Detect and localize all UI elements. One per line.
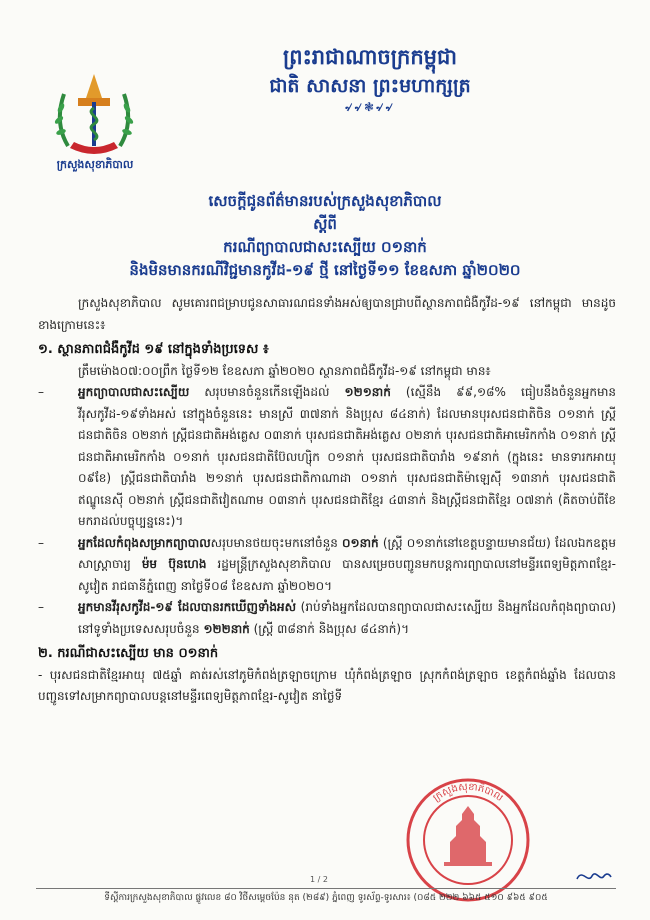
under-treatment-detail: (ស្ត្រី ០១នាក់នៅខេត្តបន្ទាយមានជ័យ) ដែលឯកឧត្តមសាស្ត្រាចារ្យ xyxy=(78,535,616,571)
title-line-4: និងមិនមានករណីវិជ្ជមានកូវីដ-១៩ ថ្មី នៅថ្ងៃទី១១ ខែឧសភា ឆ្នាំ២០២០ xyxy=(129,261,521,279)
signature-icon xyxy=(574,866,614,886)
under-treatment-label: អ្នកដែលកំពុងសម្រាកព្យាបាល xyxy=(78,535,211,550)
section-2-text: - បុរសជនជាតិខ្មែរអាយុ ៧៥ឆ្នាំ គាត់រស់នៅភូមិកំពង់ត្រឡាចក្រោម ឃុំកំពង់ត្រឡាច ស្រុកកំពង់ត្រឡាច ខេត្តកំពង់ឆ្នាំង ដែលបានបញ្ជូនទៅសម្រាកព្យាបាលបន្តនៅមន្ទីរពេទ្យមិត្តភាពខ្មែរ-សូវៀត នាថ្ងៃទី xyxy=(38,667,616,703)
recovered-detail: (ស្មើនឹង ៩៩,១៨% ធៀបនឹងចំនួនអ្នកមានវីរុសកូវីដ-១៩ទាំងអស់ នៅក្នុងចំនួននេះ មានស្រី ៣៧នាក់ និងប្រុស ៨៤នាក់) ដែលមានបុរសជនជាតិចិន ០១នាក់ ស្ត្រីជនជាតិចិន ០២នាក់ ស្ត្រីជនជាតិអង់គ្លេស ០៣នាក់ បុរសជនជាតិអង់គ្លេស ០២នាក់ បុរសជនជាតិអាមេរិកកាំង ០១នាក់ ស្ត្រីជនជាតិអាមេរិកកាំង ០១នាក់ បុរសជនជាតិប៊ែលហ្ស៊ិក ០១នាក់ បុរសជនជាតិបារាំង ១៩នាក់ (ក្នុងនេះ មានទារកអាយុ ០៩ខែ) ស្ត្រីជនជាតិបារាំង ២១នាក់ បុរសជនជាតិកាណាដា ០១នាក់ បុរសជនជាតិម៉ាឡេស៊ី ១៣នាក់ បុរសជនជាតិឥណ្ឌូនេស៊ី ០២នាក់ ស្ត្រីជនជាតិវៀតណាម ០៣នាក់ បុរសជនជាតិខ្មែរ ៤៣នាក់ និងស្ត្រីជនជាតិខ្មែរ ០៧នាក់ (គិតចាប់ពីខែមករាដល់បច្ចុប្បន្ននេះ)។ xyxy=(78,385,616,528)
official-stamp-icon xyxy=(404,776,532,904)
footer-divider xyxy=(36,888,616,889)
bullet-dash: – xyxy=(38,385,44,399)
press-release-title xyxy=(40,190,610,282)
under-treatment-end: រដ្ឋមន្ត្រីក្រសួងសុខាភិបាល បានសម្រេចបញ្ជូនមកបន្តការព្យាបាលនៅមន្ទីរពេទ្យមិត្តភាពខ្មែរ-សូវៀត រាជធានីភ្នំពេញ នាថ្ងៃទី០៨ ខែឧសភា ឆ្នាំ២០២០។ xyxy=(78,557,617,593)
header-ornament: ৵৵❃৵৵ xyxy=(345,100,395,114)
recovered-mid: សរុបមានចំនួនកើនឡើងដល់ xyxy=(189,385,345,399)
national-motto: ជាតិ សាសនា ព្រះមហាក្សត្រ xyxy=(269,75,471,97)
footer-address: ទីស្តីការក្រសួងសុខាភិបាល ផ្លូវលេខ ៨០ វិថីសម្តេចប៉ែន នុត (២៨៩) ភ្នំពេញ ទូរស័ព្ទ-ទូរសារ៖ (០៨៥ ២២២ ៦៦៥ ៥១០ ៩៦៥ ៩០៥ xyxy=(104,893,548,903)
bullet-dash: – xyxy=(38,535,44,550)
total-cases-label: អ្នកមានវីរុសកូវីដ-១៩ ដែលបានរកឃើញទាំងអស់ xyxy=(78,600,297,614)
total-cases-detail: (ស្ត្រី ៣៨នាក់ និងប្រុស ៨៤នាក់)។ xyxy=(249,621,409,636)
recovered-count: ១២១នាក់ xyxy=(344,385,391,399)
ministry-logo-icon xyxy=(48,68,140,160)
total-cases-count: ១២២នាក់ xyxy=(203,621,250,636)
section-2-heading: ២. ករណីជាសះស្បើយ មាន ០១នាក់ xyxy=(38,646,219,661)
under-treatment-mid: សរុបមានថយចុះមកនៅចំនួន xyxy=(210,535,343,550)
total-cases-mid: (រាប់ទាំងអ្នកដែលបានព្យាបាលជាសះស្បើយ និងអ្នកដែលកំពុងព្យាបាល) នៅទូទាំងប្រទេសសរុបចំនួន xyxy=(78,600,616,636)
intro-paragraph: ក្រសួងសុខាភិបាល សូមគោរពជម្រាបជូនសាធារណជនទាំងអស់ឲ្យបានជ្រាបពីស្ថានភាពជំងឺកូវីដ-១៩ នៅកម្ពុជា មានដូចខាងក្រោមនេះ៖ xyxy=(38,296,616,332)
ministry-name: ក្រសួងសុខាភិបាល xyxy=(56,158,134,171)
kingdom-name: ព្រះរាជាណាចក្រកម្ពុជា xyxy=(282,45,457,69)
under-treatment-count: ០១នាក់ xyxy=(342,535,379,550)
under-treatment-item xyxy=(38,533,616,598)
section-1-heading: ១. ស្ថានភាពជំងឺកូវីដ ១៩ នៅក្នុងទាំងប្រទេស ៖ xyxy=(38,342,269,357)
title-line-3: ករណីព្យាបាលជាសះស្បើយ ០១នាក់ xyxy=(223,238,427,256)
recovered-label: អ្នកព្យាបាលជាសះស្បើយ xyxy=(78,385,190,399)
document-body xyxy=(38,293,616,708)
minister-name: ម៉ម ប៊ុនហេង xyxy=(141,557,207,571)
stamp-text: ក្រសួងសុខាភិបាល xyxy=(431,781,505,804)
page-number: 1 / 2 xyxy=(310,875,328,884)
total-cases-item xyxy=(38,597,616,640)
title-line-1: សេចក្តីជូនព័ត៌មានរបស់ក្រសួងសុខាភិបាល xyxy=(208,192,442,210)
recovered-item xyxy=(38,382,616,533)
section-1-lead: ត្រឹមម៉ោង០៧:០០ព្រឹក ថ្ងៃទី១២ ខែឧសភា ឆ្នាំ២០២០ ស្ថានភាពជំងឺកូវីដ-១៩ នៅកម្ពុជា មាន៖ xyxy=(78,363,491,378)
title-line-2: ស្តីពី xyxy=(313,215,337,233)
kingdom-header xyxy=(190,42,550,114)
bullet-dash: – xyxy=(38,600,44,614)
